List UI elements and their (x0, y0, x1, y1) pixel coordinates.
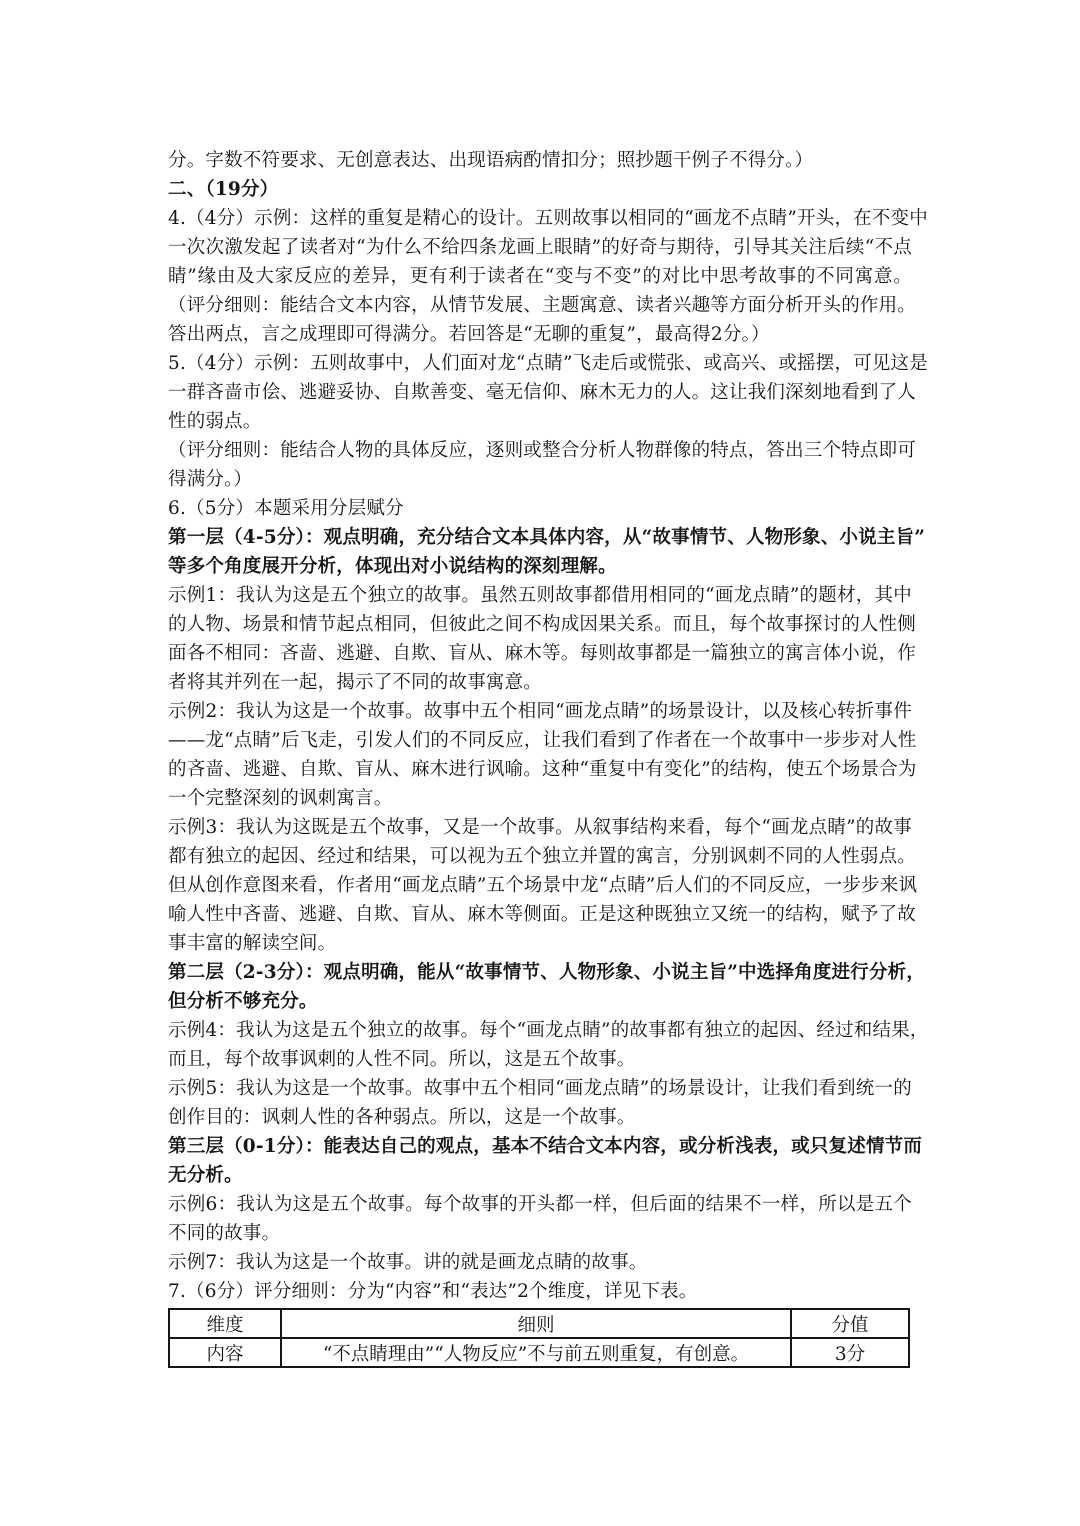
text-line: 者将其并列在一起，揭示了不同的故事寓意。 (168, 672, 543, 693)
answer-key-page (168, 146, 929, 1368)
text-line: 一个完整深刻的讽刺寓言。 (168, 788, 393, 809)
text-line: 的人物、场景和情节起点相同，但彼此之间不构成因果关系。而且，每个故事探讨的人性侧 (168, 614, 917, 635)
header-dimension: 维度 (169, 1309, 281, 1338)
text-line: 睛”缘由及大家反应的差异，更有利于读者在“变与不变”的对比中思考故事的不同寓意。 (168, 266, 912, 287)
text-line: 不同的故事。 (168, 1223, 281, 1244)
text-line: 示例2：我认为这是一个故事。故事中五个相同“画龙点睛”的场景设计，以及核心转折事件 (168, 701, 912, 722)
header-score: 分值 (791, 1309, 909, 1338)
text-line: 示例7：我认为这是一个故事。讲的就是画龙点睛的故事。 (168, 1252, 648, 1273)
text-line: （评分细则：能结合人物的具体反应，逐则或整合分析人物群像的特点，答出三个特点即可 (168, 440, 917, 461)
text-line: 但从创作意图来看，作者用“画龙点睛”五个场景中龙“点睛”后人们的不同反应，一步步来讽 (168, 875, 918, 896)
text-line: 的吝啬、逃避、自欺、盲从、麻木进行讽喻。这种“重复中有变化”的结构，使五个场景合为 (168, 759, 917, 780)
text-line: 5.（4分）示例：五则故事中，人们面对龙“点睛”飞走后或慌张、或高兴、或摇摆，可见这是 (168, 353, 928, 374)
answer-text-block (168, 146, 929, 1306)
text-line: 事丰富的解读空间。 (168, 933, 337, 954)
text-line: 二、（19分） (168, 179, 279, 200)
text-line: 但分析不够充分。 (168, 991, 318, 1012)
text-line: 创作目的：讽刺人性的各种弱点。所以，这是一个故事。 (168, 1107, 636, 1128)
text-line: 示例1：我认为这是五个独立的故事。虽然五则故事都借用相同的“画龙点睛”的题材，其中 (168, 585, 912, 606)
text-line: （评分细则：能结合文本内容，从情节发展、主题寓意、读者兴趣等方面分析开头的作用。 (168, 295, 917, 316)
text-line: 7.（6分）评分细则：分为“内容”和“表达”2个维度，详见下表。 (168, 1281, 698, 1302)
text-line: 4.（4分）示例：这样的重复是精心的设计。五则故事以相同的“画龙不点睛”开头，在不变中 (168, 208, 928, 229)
text-line: 第三层（0-1分）：能表达自己的观点，基本不结合文本内容，或分析浅表，或只复述情节而 (168, 1136, 923, 1157)
text-line: 喻人性中吝啬、逃避、自欺、盲从、麻木等侧面。正是这种既独立又统一的结构，赋予了故 (168, 904, 917, 925)
text-line: 第二层（2-3分）：观点明确，能从“故事情节、人物形象、小说主旨”中选择角度进行分析， (168, 962, 926, 983)
header-details: 细则 (281, 1309, 791, 1338)
text-line: 示例3：我认为这既是五个故事，又是一个故事。从叙事结构来看，每个“画龙点睛”的故事 (168, 817, 912, 838)
text-line: 得满分。） (168, 469, 253, 490)
text-line: 一群吝啬市侩、逃避妥协、自欺善变、毫无信仰、麻木无力的人。这让我们深刻地看到了人 (168, 382, 917, 403)
cell-details: “不点睛理由”“人物反应”不与前五则重复，有创意。 (281, 1338, 791, 1367)
text-line: 等多个角度展开分析，体现出对小说结构的深刻理解。 (168, 556, 617, 577)
table-row (169, 1338, 909, 1367)
text-line: ——龙“点睛”后飞走，引发人们的不同反应，让我们看到了作者在一个故事中一步步对人性 (168, 730, 917, 751)
rubric-table (168, 1308, 910, 1368)
text-line: 分。字数不符要求、无创意表达、出现语病酌情扣分；照抄题干例子不得分。） (168, 150, 814, 171)
text-line: 答出两点，言之成理即可得满分。若回答是“无聊的重复”，最高得2分。） (168, 324, 770, 345)
text-line: 都有独立的起因、经过和结果，可以视为五个独立并置的寓言，分别讽刺不同的人性弱点。 (168, 846, 917, 867)
text-line: 示例4：我认为这是五个独立的故事。每个“画龙点睛”的故事都有独立的起因、经过和结果， (168, 1020, 929, 1041)
text-line: 而且，每个故事讽刺的人性不同。所以，这是五个故事。 (168, 1049, 636, 1070)
text-line: 无分析。 (168, 1165, 243, 1186)
table-header-row (169, 1309, 909, 1338)
cell-dimension: 内容 (169, 1338, 281, 1367)
text-line: 性的弱点。 (168, 411, 262, 432)
text-line: 6.（5分）本题采用分层赋分 (168, 498, 404, 519)
text-line: 一次次激发起了读者对“为什么不给四条龙画上眼睛”的好奇与期待，引导其关注后续“不点 (168, 237, 912, 258)
text-line: 面各不相同：吝啬、逃避、自欺、盲从、麻木等。每则故事都是一篇独立的寓言体小说，作 (168, 643, 917, 664)
cell-score: 3分 (791, 1338, 909, 1367)
text-line: 示例6：我认为这是五个故事。每个故事的开头都一样，但后面的结果不一样，所以是五个 (168, 1194, 912, 1215)
text-line: 示例5：我认为这是一个故事。故事中五个相同“画龙点睛”的场景设计，让我们看到统一的 (168, 1078, 912, 1099)
text-line: 第一层（4-5分）：观点明确，充分结合文本具体内容，从“故事情节、人物形象、小说主旨” (168, 527, 926, 548)
